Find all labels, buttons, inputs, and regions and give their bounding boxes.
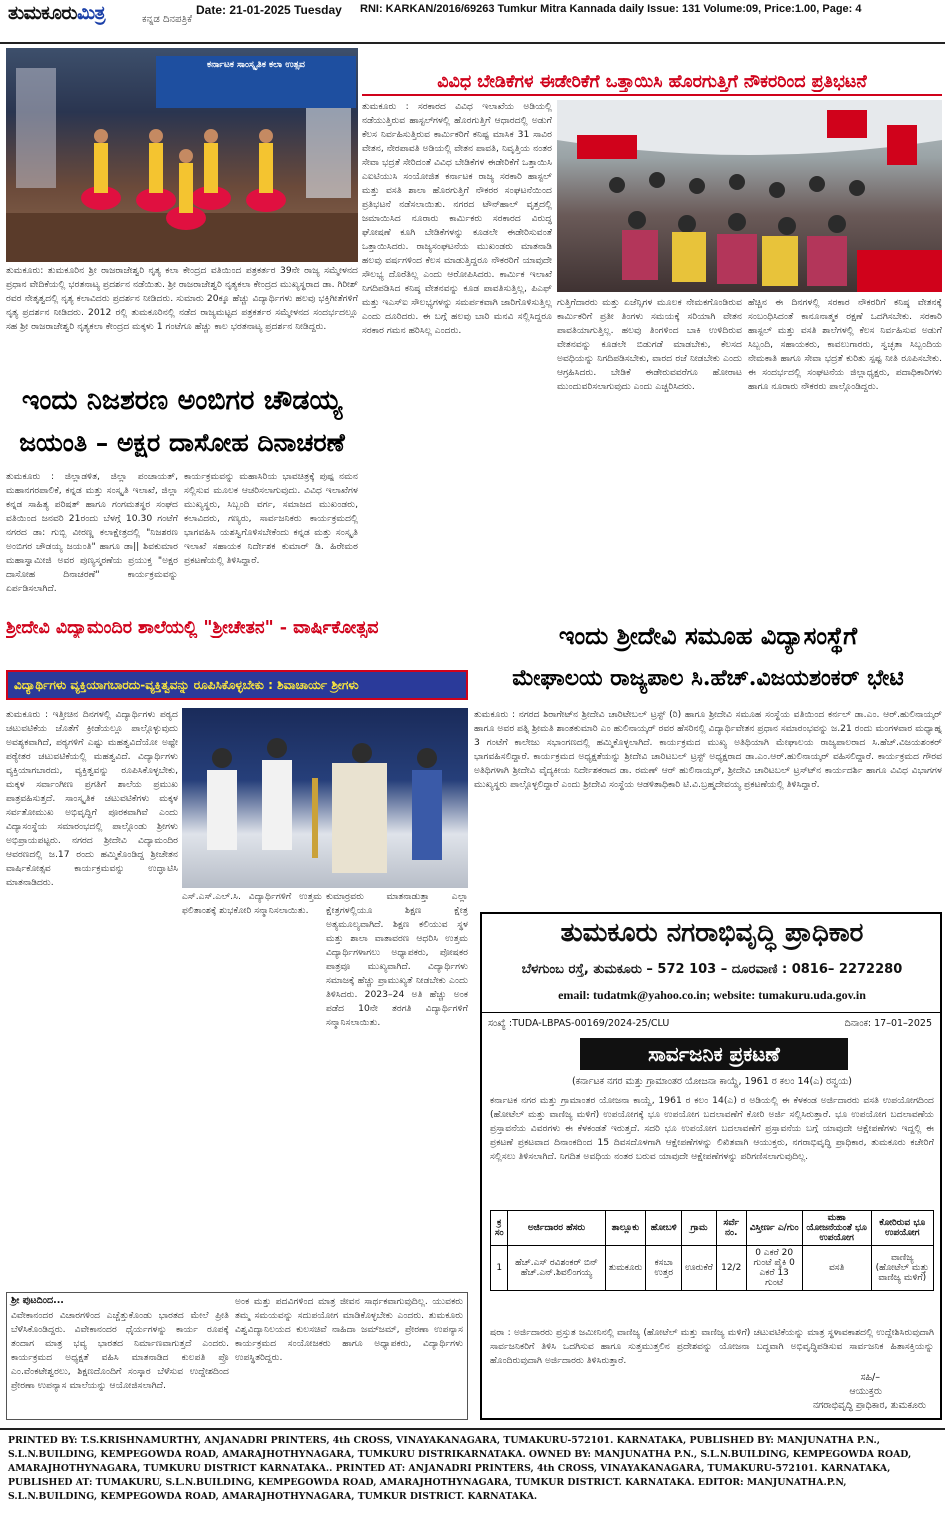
table-header-cell: ಹೋಬಳಿ — [646, 1211, 682, 1246]
table-cell: ಹೆಚ್.ಎಸ್ ರವಿಶಂಕರ್ ಬಿನ್ ಹೆಚ್.ಎನ್.ಶಿವಲಿಂಗಯ್ಯ — [508, 1246, 605, 1291]
table-cell: 12/2 — [716, 1246, 746, 1291]
school-photo-caption: ಎಸ್.ಎಸ್.ಎಲ್.ಸಿ. ವಿದ್ಯಾರ್ಥಿಗಳಿಗೆ ಉತ್ತಮ ಫಲಿತಾಂಶಕ್ಕೆ ಶುಭಕೋರಿ ಸನ್ಮಾನಿಸಲಾಯಿತು. — [182, 891, 322, 916]
school-text-col3: ಕುಮಾರ್‍ರವರು ಮಾತನಾಡುತ್ತಾ ಎಲ್ಲಾ ಕ್ಷೇತ್ರಗಳಲ್ಲಿಯೂ ಶಿಕ್ಷಣ ಕ್ಷೇತ್ರ ಅತ್ಯಮೂಲ್ಯವಾಗಿದೆ. ಶಿಕ್ಷಣ ಕಲಿಯುವ ಸ್ಥಳ ಮತ್ತು ಶಾಲಾ ವಾತಾವರಣ ಆಧರಿಸಿ ಉತ್ತಮ ವಿದ್ಯಾರ್ಥಿಗಳಾಗಲು ಅಧ್ಯಾಪಕರು, ಪೋಷಕರ ಪಾತ್ರವೂ ಮುಖ್ಯವಾಗಿದೆ. ವಿದ್ಯಾರ್ಥಿಗಳು ಸಮಾಜಕ್ಕೆ ಹೆಚ್ಚು ಪ್ರಾಮುಖ್ಯತೆ ನೀಡಬೇಕು ಎಂದು ತಿಳಿಸಿದರು. 2023–24 ಅತಿ ಹೆಚ್ಚು ಅಂಕ ಪಡೆದ 10ನೇ ತರಗತಿ ವಿದ್ಯಾರ್ಥಿಗಳಿಗೆ ಸನ್ಮಾನಿಸಲಾಯಿತು. — [326, 891, 468, 1028]
table-header-cell: ಕ್ರ ಸಂ — [491, 1211, 508, 1246]
chowdaiah-headline-line1: ಇಂದು ನಿಜಶರಣ ಅಂಬಿಗರ ಚೌಡಯ್ಯ — [21, 385, 343, 416]
issue-date: Date: 21-01-2025 Tuesday — [196, 3, 342, 17]
governor-visit-headline-line2: ಮೇಘಾಲಯ ರಾಜ್ಯಪಾಲ ಸಿ.ಹೆಚ್.ವಿಜಯಶಂಕರ್ ಭೇಟಿ — [512, 665, 904, 691]
school-text-col1: ತುಮಕೂರು : ಇತ್ತೀಚಿನ ದಿನಗಳಲ್ಲಿ ವಿದ್ಯಾರ್ಥಿಗಳು ಪಠ್ಯದ ಚಟುವಟಿಕೆಯ ಜೊತೆಗೆ ಕ್ರೀಡೆಯಲ್ಲೂ ಪಾಲ್ಗೊಳ್ಳುವುದು ಅವಶ್ಯಕವಾಗಿದೆ, ಪಠ್ಯಗಳಿಗೆ ಎಷ್ಟು ಮಹತ್ವವಿದೆಯೋ ಅಷ್ಟೇ ಪಠ್ಯೇತರ ಚಟುವಟಿಕೆಯಲ್ಲಿ ಮಹತ್ವವಿದೆ. ವಿದ್ಯಾರ್ಥಿಗಳು ವ್ಯಕ್ತಿಯಾಗಬಾರದು, ವ್ಯಕ್ತಿತ್ವವನ್ನು ರೂಪಿಸಿಕೊಳ್ಳಬೇಕು, ಮಕ್ಕಳ ಸರ್ವಾಂಗೀಣ ಪ್ರಗತಿಗೆ ಶಾಲೆಯ ಪ್ರಮುಖ ಪಾತ್ರವಹಿಸುತ್ತದೆ. ಸಾಂಸ್ಕೃತಿಕ ಚಟುವಟಿಕೆಗಳು ಮಕ್ಕಳ ಸರ್ವತೋಮುಖ ಅಭಿವೃದ್ಧಿಗೆ ಪೂರಕವಾಗಿವೆ ಎಂದು ವಿದ್ಯಾಸಂಸ್ಥೆಯ ಸಮಾರಂಭದಲ್ಲಿ ಪಾಲ್ಗೊಂಡು ಶ್ರೀಗಳು ಅಭಿಪ್ರಾಯಪಟ್ಟರು. ನಗರದ ಶ್ರೀದೇವಿ ವಿದ್ಯಾಮಂದಿರ ಆವರಣದಲ್ಲಿ ಜ.17 ರಂದು ಹಮ್ಮಿಕೊಂಡಿದ್ದ ಶ್ರೀಚೇತನ ವಾರ್ಷಿಕೋತ್ಸವ ಕಾರ್ಯಕ್ರಮವನ್ನು ಉದ್ಘಾಟಿಸಿ ಮಾತನಾಡಿದರು. — [6, 709, 178, 888]
headline-rule — [362, 94, 942, 96]
table-header-cell: ಗ್ರಾಮ — [682, 1211, 717, 1246]
notice-signatory-title: ಆಯುಕ್ತರು — [849, 1386, 882, 1397]
school-anniversary-headline: ಶ್ರೀದೇವಿ ವಿದ್ಯಾಮಂದಿರ ಶಾಲೆಯಲ್ಲಿ "ಶ್ರೀಚೇತನ" - ವಾರ್ಷಿಕೋತ್ಸವ — [6, 618, 379, 638]
continued-story-box — [6, 1292, 468, 1420]
table-cell: ಕಸಬಾ ಉತ್ತರ — [646, 1246, 682, 1291]
governor-visit-headline-line1: ಇಂದು ಶ್ರೀದೇವಿ ಸಮೂಹ ವಿದ್ಯಾಸಂಸ್ಥೆಗೆ — [558, 621, 858, 650]
protest-text-col2: ಗುತ್ತಿಗೆದಾರರು ಮತ್ತು ಏಜೆನ್ಸಿಗಳ ಮೂಲಕ ನೇಮಕಗೊಂಡಿರುವ ಕಾರ್ಮಿಕರಿಗೆ ಪ್ರತೀ ತಿಂಗಳು ಸಮಯಕ್ಕೆ ಸರಿಯಾಗಿ ವೇತನ ಪಾವತಿಯಾಗುತ್ತಿಲ್ಲ. ಹಲವು ತಿಂಗಳಿಂದ ಬಾಕಿ ಉಳಿದಿರುವ ವೇತನವನ್ನು ಕೂಡಲೇ ಬಿಡುಗಡೆ ಮಾಡಬೇಕು, ಕೆಲಸದ ಅವಧಿಯನ್ನು ನಿಗದಿಪಡಿಸಬೇಕು, ವಾರದ ರಜೆ ನೀಡಬೇಕು ಎಂದು ಆಗ್ರಹಿಸಿದರು. ಬೇಡಿಕೆ ಈಡೇರುವವರೆಗೂ ಹೋರಾಟ ಮುಂದುವರಿಸಲಾಗುವುದು ಎಂದು ಎಚ್ಚರಿಸಿದರು. — [557, 297, 742, 392]
continued-story-text-col1: ವಿವೇಕಾನಂದರ ವಿಚಾರಗಳಿಂದ ಎಚ್ಚೆತ್ತುಕೊಂಡು ಭಾರತದ ಮೇಲೆ ಪ್ರೀತಿ ಬೆಳೆಸಿಕೊಂಡಿದ್ದರು. ವಿವೇಕಾನಂದರ ಧೈರ್ಯಗಳನ್ನು ಕಾರ್ಯ ರೂಪಕ್ಕೆ ತಂದಾಗ ಮಾತ್ರ ಭವ್ಯ ಭಾರತದ ನಿರ್ಮಾಣವಾಗುತ್ತದೆ ಎಂದರು. ಕಾರ್ಯಕ್ರಮದ ಅಧ್ಯಕ್ಷತೆ ವಹಿಸಿ ಮಾತನಾಡಿದ ಕುಲಪತಿ ಪ್ರೊ ಎಂ.ವೆಂಕಟೇಶ್ವರಲು, ಶಿಕ್ಷಣದೊಂದಿಗೆ ಸಂಸ್ಕಾರ ಬೆಳೆಸುವ ಉದ್ದೇಶದಿಂದ ಪ್ರೇರಣಾ ಉಪನ್ಯಾಸ ಮಾಲೆಯನ್ನು ಆಯೋಜಿಸಲಾಗಿದೆ. — [11, 1310, 229, 1391]
table-cell: ವಸತಿ — [802, 1246, 871, 1291]
stage-banner-text: ಕರ್ನಾಟಕ ಸಾಂಸ್ಕೃತಿಕ ಕಲಾ ಉತ್ಸವ — [207, 60, 305, 70]
table-header-cell: ವಿಸ್ತೀರ್ಣ ಎ/ಗುಂ — [746, 1211, 802, 1246]
table-cell: ತುಮಕೂರು — [605, 1246, 646, 1291]
chowdaiah-headline-line2: ಜಯಂತಿ – ಅಕ್ಷರ ದಾಸೋಹ ದಿನಾಚರಣೆ — [19, 428, 345, 457]
protest-text-col1: ತುಮಕೂರು : ಸರಕಾರದ ವಿವಿಧ ಇಲಾಖೆಯ ಅಡಿಯಲ್ಲಿ ನಡೆಯುತ್ತಿರುವ ಹಾಸ್ಟಲ್‍ಗಳಲ್ಲಿ ಹೊರಗುತ್ತಿಗೆ ಆಧಾರದಲ್ಲಿ ಅಡುಗೆ ಕೆಲಸ ನಿರ್ವಹಿಸುತ್ತಿರುವ ಕಾರ್ಮಿಕರಿಗೆ ಕನಿಷ್ಟ ಮಾಸಿಕ 31 ಸಾವಿರ ವೇತನ, ನೇರಪಾವತಿ ಅಡಿಯಲ್ಲಿ ವೇತನ ಪಾವತಿ, ನಿವೃತ್ತಿಯ ನಂತರ ಸೇವಾ ಭದ್ರತೆ ಸೇರಿದಂತೆ ವಿವಿಧ ಬೇಡಿಕೆಗಳ ಈಡೇರಿಕೆಗೆ ಒತ್ತಾಯಿಸಿ ಎಐಟಿಯುಸಿ ಸಂಯೋಜಿತ ಕರ್ನಾಟಕ ರಾಜ್ಯ ಸರಕಾರಿ ಹಾಸ್ಟಲ್ ಮತ್ತು ವಸತಿ ಶಾಲಾ ಹೊರಗುತ್ತಿಗೆ ನೌಕರರ ಸಂಘಟನೆಯಿಂದ ಪ್ರತಿಭಟನೆ ನಡೆಸಲಾಯಿತು. ನಗರದ ಟೌನ್‍ಹಾಲ್ ವೃತ್ತದಲ್ಲಿ ಜಮಾಯಿಸಿದ ನೂರಾರು ಕಾರ್ಮಿಕರು ಸರಕಾರದ ವಿರುದ್ಧ ಘೋಷಣೆ ಕೂಗಿ ಬೇಡಿಕೆಗಳನ್ನು ಕೂಡಲೇ ಈಡೇರಿಸುವಂತೆ ಒತ್ತಾಯಿಸಿದರು. ರಾಜ್ಯಸಂಘಟನೆಯ ಮುಖಂಡರು ಮಾತನಾಡಿ ಹಲವು ವರ್ಷಗಳಿಂದ ಕೆಲಸ ಮಾಡುತ್ತಿದ್ದರೂ ನೌಕರರಿಗೆ ಯಾವುದೇ ಸೌಲಭ್ಯ ದೊರೆತಿಲ್ಲ ಎಂದು ಆರೋಪಿಸಿದರು. ಕಾರ್ಮಿಕ ಇಲಾಖೆ ನಿಗದಿಪಡಿಸಿದ ಕನಿಷ್ಠ ವೇತನವನ್ನು ಕೂಡ ಪಾವತಿಸುತ್ತಿಲ್ಲ, ಪಿಎಫ್ ಮತ್ತು ಇಎಸ್‍ಐ ಸೌಲಭ್ಯಗಳನ್ನು ಸಮರ್ಪಕವಾಗಿ ಜಾರಿಗೊಳಿಸುತ್ತಿಲ್ಲ ಎಂದು ದೂರಿದರು. ಈ ಬಗ್ಗೆ ಹಲವು ಬಾರಿ ಮನವಿ ಸಲ್ಲಿಸಿದ್ದರೂ ಸರಕಾರ ಗಮನ ಹರಿಸಿಲ್ಲ ಎಂದರು. — [362, 101, 552, 336]
protest-image — [557, 100, 942, 292]
table-cell: 1 — [491, 1246, 508, 1291]
notice-table — [490, 1210, 934, 1291]
dance-photo — [6, 48, 358, 262]
continued-story-title: ಶ್ರೀ ಪುಟದಿಂದ... — [11, 1295, 64, 1306]
school-quote-banner: ವಿದ್ಯಾರ್ಥಿಗಳು ವ್ಯಕ್ತಿಯಾಗಬಾರದು-ವ್ಯಕ್ತಿತ್ವವನ್ನು ರೂಪಿಸಿಕೊಳ್ಳಬೇಕು : ಶಿವಾಚಾರ್ಯ ಶ್ರೀಗಳು — [6, 670, 468, 700]
continued-story-text-col2: ಅಂಕ ಮತ್ತು ಪದವಿಗಳಿಂದ ಮಾತ್ರ ಜೀವನ ಸಾರ್ಥಕವಾಗುವುದಿಲ್ಲ. ಯುವಕರು ತಮ್ಮ ಸಮಯವನ್ನು ಸದುಪಯೋಗ ಮಾಡಿಕೊಳ್ಳಬೇಕು ಎಂದರು. ತುಮಕೂರು ವಿಶ್ವವಿದ್ಯಾನಿಲಯದ ಕುಲಸಚಿವೆ ನಾಹಿದಾ ಜಮ್‍ಜಮ್, ಪ್ರೇರಣಾ ಉಪನ್ಯಾಸ ಕಾರ್ಯಕ್ರಮದ ಸಂಯೋಜಕರು ಹಾಗೂ ಅಧ್ಯಾಪಕರು, ವಿದ್ಯಾರ್ಥಿಗಳು ಉಪಸ್ಥಿತರಿದ್ದರು. — [235, 1296, 463, 1363]
notice-body: ಕರ್ನಾಟಕ ನಗರ ಮತ್ತು ಗ್ರಾಮಾಂತರ ಯೋಜನಾ ಕಾಯ್ದೆ, 1961 ರ ಕಲಂ 14(ಎ) ರ ಅಡಿಯಲ್ಲಿ ಈ ಕೆಳಕಂಡ ಅರ್ಜಿದಾರರು ವಸತಿ ಉಪಯೋಗದಿಂದ (ಹೋಟೆಲ್ ಮತ್ತು ವಾಣಿಜ್ಯ ಮಳಿಗೆ) ಉಪಯೋಗಕ್ಕೆ ಭೂ ಉಪಯೋಗ ಬದಲಾವಣೆಗೆ ಕೋರಿ ಅರ್ಜಿ ಸಲ್ಲಿಸಿರುತ್ತಾರೆ. ಭೂ ಉಪಯೋಗ ಬದಲಾವಣೆಯ ಪ್ರಸ್ತಾವನೆಯ ವಿವರಗಳು ಈ ಕೆಳಕಂಡತೆ ಇರುತ್ತದೆ. ಸದರಿ ಭೂ ಉಪಯೋಗ ಬದಲಾವಣೆಗೆ ಪ್ರಸ್ತಾವನೆಯ ಬಗ್ಗೆ ಯಾವುದೇ ಆಕ್ಷೇಪಣೆಗಳು ಇದ್ದಲ್ಲಿ ಈ ಪ್ರಕಟಣೆ ಪ್ರಕಟವಾದ ದಿನಾಂಕದಿಂದ 15 ದಿವಸದೊಳಗಾಗಿ ಆಕ್ಷೇಪಣೆಗಳನ್ನು ಲಿಖಿತವಾಗಿ ಆಯುಕ್ತರು, ನಗರಾಭಿವೃದ್ಧಿ ಪ್ರಾಧಿಕಾರ, ತುಮಕೂರು ಕಚೇರಿಗೆ ಸಲ್ಲಿಸಲು ತಿಳಿಸಲಾಗಿದೆ. ನಿಗದಿತ ಅವಧಿಯ ನಂತರ ಬರುವ ಯಾವುದೇ ಆಕ್ಷೇಪಣೆಗಳನ್ನು ಪರಿಗಣಿಸಲಾಗುವುದಿಲ್ಲ. — [490, 1095, 934, 1162]
notice-table-header — [491, 1211, 934, 1246]
notice-remarks: ಷರಾ : ಅರ್ಜಿದಾರರು ಪ್ರಸ್ತುತ ಜಮೀನಿನಲ್ಲಿ ವಾಣಿಜ್ಯ (ಹೋಟೆಲ್ ಮತ್ತು ವಾಣಿಜ್ಯ ಮಳಿಗೆ) ಚಟುವಟಿಕೆಯನ್ನು ಮಾತ್ರ ಸ್ಥಳಾವಕಾಶದಲ್ಲಿ ಉದ್ದೇಶಿಸಿರುವುದಾಗಿ ಸಾರ್ವಜನಿಕರಿಗೆ ತಿಳಿಸಿ ಒದಗಿಸುವ ಹಾಗೂ ಸುತ್ತಮುತ್ತಲಿನ ಪ್ರದೇಶವನ್ನು ಯೋಜನಾ ಬದ್ಧವಾಗಿ ಅಭಿವೃದ್ಧಿಪಡಿಸುವ ಸಾರ್ವಜನಿಕ ಹಿತಾಸಕ್ತಿಯನ್ನು ಹೊಂದಿರುವುದಾಗಿ ಅರ್ಜಿದಾರರು ತಿಳಿಸಿರುತ್ತಾರೆ. — [490, 1327, 934, 1366]
table-header-cell: ಸರ್ವೆ ನಂ. — [716, 1211, 746, 1246]
table-header-cell: ಕೋರಿರುವ ಭೂ ಉಪಯೋಗ — [871, 1211, 933, 1246]
table-cell: 0 ಎಕರೆ 20 ಗುಂಟೆ ಪೈಕಿ 0 ಎಕರೆ 13 ಗುಂಟೆ — [746, 1246, 802, 1291]
registration-info: RNI: KARKAN/2016/69263 Tumkur Mitra Kannada daily Issue: 131 Volume:09, Price:1.00, Page: 4 — [360, 3, 862, 15]
table-row — [491, 1246, 934, 1291]
school-event-photo — [182, 708, 468, 888]
chowdaiah-text-col1: ತುಮಕೂರು : ಜಿಲ್ಲಾಡಳಿತ, ಜಿಲ್ಲಾ ಪಂಚಾಯತ್, ಮಹಾನಗರಪಾಲಿಕೆ, ಕನ್ನಡ ಮತ್ತು ಸಂಸ್ಕೃತಿ ಇಲಾಖೆ, ಜಿಲ್ಲಾ ಕನ್ನಡ ಸಾಹಿತ್ಯ ಪರಿಷತ್ ಹಾಗೂ ಗಂಗಮತಸ್ಥರ ಸಂಘದ ವತಿಯಿಂದ ಜನವರಿ 21ರಂದು ಬೆಳಗ್ಗೆ 10.30 ಗಂಟೆಗೆ ನಗರದ ಡಾ: ಗುಬ್ಬಿ ವೀರಣ್ಣ ಕಲಾಕ್ಷೇತ್ರದಲ್ಲಿ "ನಿಜಶರಣ ಅಂಬಿಗರ ಚೌಡಯ್ಯ ಜಯಂತಿ" ಹಾಗೂ ಡಾ|| ಶಿವಕುಮಾರ ಮಹಾಸ್ವಾಮೀಜಿ ಅವರ ಪುಣ್ಯಸ್ಮರಣೆಯ ಪ್ರಯುಕ್ತ "ಅಕ್ಷರ ದಾಸೋಹ ದಿನಾಚರಣೆ" ಕಾರ್ಯಕ್ರಮವನ್ನು ಏರ್ಪಡಿಸಲಾಗಿದೆ. — [6, 471, 178, 594]
logo-tagline: ಕನ್ನಡ ದಿನಪತ್ರಿಕೆ — [142, 14, 193, 25]
notice-signature: ಸಹಿ/– — [860, 1372, 880, 1383]
dance-caption: ತುಮಕೂರು: ತುಮಕೂರಿನ ಶ್ರೀ ರಾಜರಾಜೇಶ್ವರಿ ನೃತ್ಯ ಕಲಾ ಕೇಂದ್ರದ ವತಿಯಿಂದ ಪತ್ರಕರ್ತರ 39ನೇ ರಾಜ್ಯ ಸಮ್ಮೇಳನದ ಪ್ರಧಾನ ವೇದಿಕೆಯಲ್ಲಿ ಭರತನಾಟ್ಯ ಪ್ರದರ್ಶನ ನಡೆಯಿತು. ಶ್ರೀ ರಾಜರಾಜೇಶ್ವರಿ ನೃತ್ಯಕಲಾ ಕೇಂದ್ರದ ಮುಖ್ಯಸ್ಥರಾದ ಡಾ. ಗಿರೀಶ್ ರವರ ನೇತೃತ್ವದಲ್ಲಿ ನೃತ್ಯ ಕಲಾವಿದರು ಪ್ರದರ್ಶನ ನೀಡಿದರು. ಸುಮಾರು 20ಕ್ಕೂ ಹೆಚ್ಚು ವಿದ್ಯಾರ್ಥಿಗಳು ಹಲವು ಭಕ್ತಿಗೀತೆಗಳಿಗೆ ನೃತ್ಯ ಪ್ರದರ್ಶನ ನೀಡಿದರು. 2012 ರಲ್ಲಿ ತುಮಕೂರಿನಲ್ಲಿ ನಡೆದ ರಾಜ್ಯಮಟ್ಟದ ಪತ್ರಕರ್ತರ ಸಮ್ಮೇಳನದ ಸಂದರ್ಭದಲ್ಲೂ ಸಹ ಶ್ರೀ ರಾಜರಾಜೇಶ್ವರಿ ನೃತ್ಯಕಲಾ ಕೇಂದ್ರದ ಮಕ್ಕಳು 1 ಗಂಟೆಗೂ ಹೆಚ್ಚು ಕಾಲ ಭರತನಾಟ್ಯ ಪ್ರದರ್ಶನ ನೀಡಿದ್ದರು. — [6, 265, 358, 332]
table-cell: ಊರುಕೆರೆ — [682, 1246, 717, 1291]
protest-text-col3: ಹೆಚ್ಚಿನ ಈ ದಿನಗಳಲ್ಲಿ ಸರಕಾರ ನೌಕರರಿಗೆ ಕನಿಷ್ಠ ವೇತನಕ್ಕೆ ಸಂಬಂಧಿಸಿದಂತೆ ಕಾನೂನಾತ್ಮಕ ರಕ್ಷಣೆ ಒದಗಿಸಬೇಕು. ಸರಕಾರಿ ಹಾಸ್ಟಲ್ ಮತ್ತು ವಸತಿ ಶಾಲೆಗಳಲ್ಲಿ ಕೆಲಸ ನಿರ್ವಹಿಸುವ ಅಡುಗೆ ಸಿಬ್ಬಂದಿ, ಸಹಾಯಕರು, ಕಾವಲುಗಾರರು, ಸ್ವಚ್ಛತಾ ಸಿಬ್ಬಂದಿಯ ನೇಮಕಾತಿ ಹಾಗೂ ಸೇವಾ ಭದ್ರತೆ ಕುರಿತು ಸ್ಪಷ್ಟ ನೀತಿ ರೂಪಿಸಬೇಕು. ಈ ಸಂದರ್ಭದಲ್ಲಿ ಸಂಘಟನೆಯ ಜಿಲ್ಲಾಧ್ಯಕ್ಷರು, ಪದಾಧಿಕಾರಿಗಳು ಹಾಗೂ ನೂರಾರು ನೌಕರರು ಪಾಲ್ಗೊಂಡಿದ್ದರು. — [748, 297, 942, 392]
protest-headline: ವಿವಿಧ ಬೇಡಿಕೆಗಳ ಈಡೇರಿಕೆಗೆ ಒತ್ತಾಯಿಸಿ ಹೊರಗುತ್ತಿಗೆ ನೌಕರರಿಂದ ಪ್ರತಿಭಟನೆ — [437, 72, 867, 92]
chowdaiah-text-col2: ಕಾರ್ಯಕ್ರಮವನ್ನು ಮಹಾಸಿರಿಯ ಭಾವಚಿತ್ರಕ್ಕೆ ಪುಷ್ಪ ನಮನ ಸಲ್ಲಿಸುವ ಮೂಲಕ ಆಚರಿಸಲಾಗುವುದು. ವಿವಿಧ ಇಲಾಖೆಗಳ ಮುಖ್ಯಸ್ಥರು, ಸಿಬ್ಬಂದಿ ವರ್ಗ, ಸಮಾಜದ ಮುಖಂಡರು, ಕಲಾವಿದರು, ಗಣ್ಯರು, ಸಾರ್ವಜನಿಕರು ಕಾರ್ಯಕ್ರಮದಲ್ಲಿ ಭಾಗವಹಿಸಿ ಯಶಸ್ವಿಗೊಳಿಸಬೇಕೆಂದು ಕನ್ನಡ ಮತ್ತು ಸಂಸ್ಕೃತಿ ಇಲಾಖೆ ಸಹಾಯಕ ನಿರ್ದೇಶಕ ಕುಮಾರ್ ಡಿ. ಹಿರೇಮಠ ಪ್ರಕಟಣೆಯಲ್ಲಿ ತಿಳಿಸಿದ್ದಾರೆ. — [184, 471, 358, 566]
protest-photo — [557, 100, 942, 292]
governor-visit-text: ತುಮಕೂರು : ನಗರದ ಶಿರಾಗೇಟ್‍ನ ಶ್ರೀದೇವಿ ಚಾರಿಟೇಬಲ್ ಟ್ರಸ್ಟ್ (ರಿ) ಹಾಗೂ ಶ್ರೀದೇವಿ ಸಮೂಹ ಸಂಸ್ಥೆಯ ವತಿಯಿಂದ ಕರ್ನಲ್ ಡಾ.ಎಂ. ಆರ್.ಹುಲಿನಾಯ್ಕರ್ ಹಾಗೂ ಅವರ ಪತ್ನಿ ಶ್ರೀಮತಿ ಶಾಂತಕುಮಾರಿ ಎಂ ಹುಲಿನಾಯ್ಕರ್ ರವರ ಹೆಸರಿನಲ್ಲಿ ವಿದ್ಯಾರ್ಥಿವೇತನ ಪ್ರಧಾನ ಸಮಾರಂಭವನ್ನು ಜ.21 ರಂದು ಮಂಗಳವಾರ ಮಧ್ಯಾಹ್ನ 3 ಗಂಟೆಗೆ ಕಾಲೇಜು ಸಭಾಂಗಣದಲ್ಲಿ ಹಮ್ಮಿಕೊಳ್ಳಲಾಗಿದೆ. ಕಾರ್ಯಕ್ರಮದ ಮುಖ್ಯ ಅತಿಥಿಯಾಗಿ ಮೇಘಾಲಯ ರಾಜ್ಯಪಾಲರಾದ ಸಿ.ಹೆಚ್.ವಿಜಯಶಂಕರ್ ಭಾಗವಹಿಸಲಿದ್ದಾರೆ. ಕಾರ್ಯಕ್ರಮದ ಅಧ್ಯಕ್ಷತೆಯನ್ನು ಶ್ರೀದೇವಿ ಚಾರಿಟಬಲ್ ಟ್ರಸ್ಟ್ ಅಧ್ಯಕ್ಷರಾದ ಡಾ.ಎಂ.ಆರ್.ಹುಲಿನಾಯ್ಕರ್ ವಹಿಸಲಿದ್ದಾರೆ. ಕಾರ್ಯಕ್ರಮದ ಗೌರವ ಅತಿಥಿಗಳಾಗಿ ಶ್ರೀದೇವಿ ವೈದ್ಯಕೀಯ ನಿರ್ದೇಶಕರಾದ ಡಾ. ರಮಣ್ ಆರ್ ಹುಲಿನಾಯ್ಕರ್, ಶ್ರೀದೇವಿ ಚಾರಿಟಬಲ್ ಟ್ರಸ್ಟ್‍ನ ಕಾರ್ಯದರ್ಶಿ ಹಾಗೂ ವಿವಿಧ ವಿಭಾಗಗಳ ಮುಖ್ಯಸ್ಥರು ಪಾಲ್ಗೊಳ್ಳಲಿದ್ದಾರೆ ಎಂದು ಶ್ರೀದೇವಿ ಸಂಸ್ಥೆಯ ಆಡಳಿತಾಧಿಕಾರಿ ಟಿ.ವಿ.ಬ್ರಹ್ಮದೇವಯ್ಯ ಪ್ರಕಟಣೆಯಲ್ಲಿ ತಿಳಿಸಿದ್ದಾರೆ. — [474, 709, 942, 790]
notice-email: email: tudatmk@yahoo.co.in; website: tumakuru.uda.gov.in — [558, 988, 866, 1002]
notice-ref-date: ದಿನಾಂಕ: 17–01–2025 — [844, 1018, 932, 1029]
lamp-lighting-image — [182, 708, 468, 888]
notice-rule — [482, 1012, 940, 1013]
notice-title: ಸಾರ್ವಜನಿಕ ಪ್ರಕಟಣೆ — [580, 1038, 848, 1070]
masthead — [0, 0, 945, 44]
notice-ref-no: ಸಂಖ್ಯೆ :TUDA-LBPAS-00169/2024-25/CLU — [488, 1018, 670, 1029]
table-header-cell: ಮಹಾ ಯೋಜನೆಯಂತೆ ಭೂ ಉಪಯೋಗ — [802, 1211, 871, 1246]
tuda-public-notice — [480, 912, 942, 1420]
table-header-cell: ಅರ್ಜಿದಾರರ ಹೆಸರು — [508, 1211, 605, 1246]
table-cell: ವಾಣಿಜ್ಯ (ಹೋಟೆಲ್ ಮತ್ತು ವಾಣಿಜ್ಯ ಮಳಿಗೆ) — [871, 1246, 933, 1291]
dance-performance-image — [6, 48, 358, 262]
notice-authority: ತುಮಕೂರು ನಗರಾಭಿವೃದ್ಧಿ ಪ್ರಾಧಿಕಾರ — [560, 918, 864, 948]
print-line-footer: PRINTED BY: T.S.KRISHNAMURTHY, ANJANADRI PRINTERS, 4th CROSS, VINAYAKANAGARA, TUMAKURU-572101. KARNATAKA, PUBLISHED BY: MANJUNATHA P.N., S.L.N.BUILDING, KEMPEGOWDA ROAD, AMARAJHOTHYNAGARA, TUMKURU DISTRIKARNATAKA. OWNED BY: MANJUNATHA P.N., S.L.N.BUILDING, KEMPEGOWDA ROAD, AMARAJHOTHYNAGARA, TUMKURU DISTRICT KARNATAKA.. PRINTED AT: ANJANADRI PRINTERS, 4th CROSS, VINAYAKANAGARA, TUMAKURU-572101. KARNATAKA, PUBLISHED AT: TUMAKURU, S.L.N.BUILDING, KEMPEGOWDA ROAD, AMARAJHOTHYNAGARA, TUMKUR DISTRICT. KARNATAKA. EDITOR: MANJUNATHA.P.N, S.L.N.BUILDING, KEMPEGOWDA ROAD, AMARAJHOTHYNAGARA, TUMKUR DISTRICT. KARNATAKA. — [0, 1428, 945, 1523]
notice-signatory-office: ನಗರಾಭಿವೃದ್ಧಿ ಪ್ರಾಧಿಕಾರ, ತುಮಕೂರು — [812, 1400, 926, 1411]
notice-address: ಬೆಳಗುಂಬ ರಸ್ತೆ, ತುಮಕೂರು – 572 103 – ದೂರವಾಣಿ : 0816– 2272280 — [521, 962, 903, 977]
notice-act: (ಕರ್ನಾಟಕ ನಗರ ಮತ್ತು ಗ್ರಾಮಾಂತರ ಯೋಜನಾ ಕಾಯ್ದೆ, 1961 ರ ಕಲಂ 14(ಎ) ರನ್ವಯ) — [572, 1076, 852, 1087]
newspaper-logo: ತುಮಕೂರುಮಿತ್ರ — [8, 2, 105, 24]
table-header-cell: ತಾಲ್ಲೂಕು — [605, 1211, 646, 1246]
